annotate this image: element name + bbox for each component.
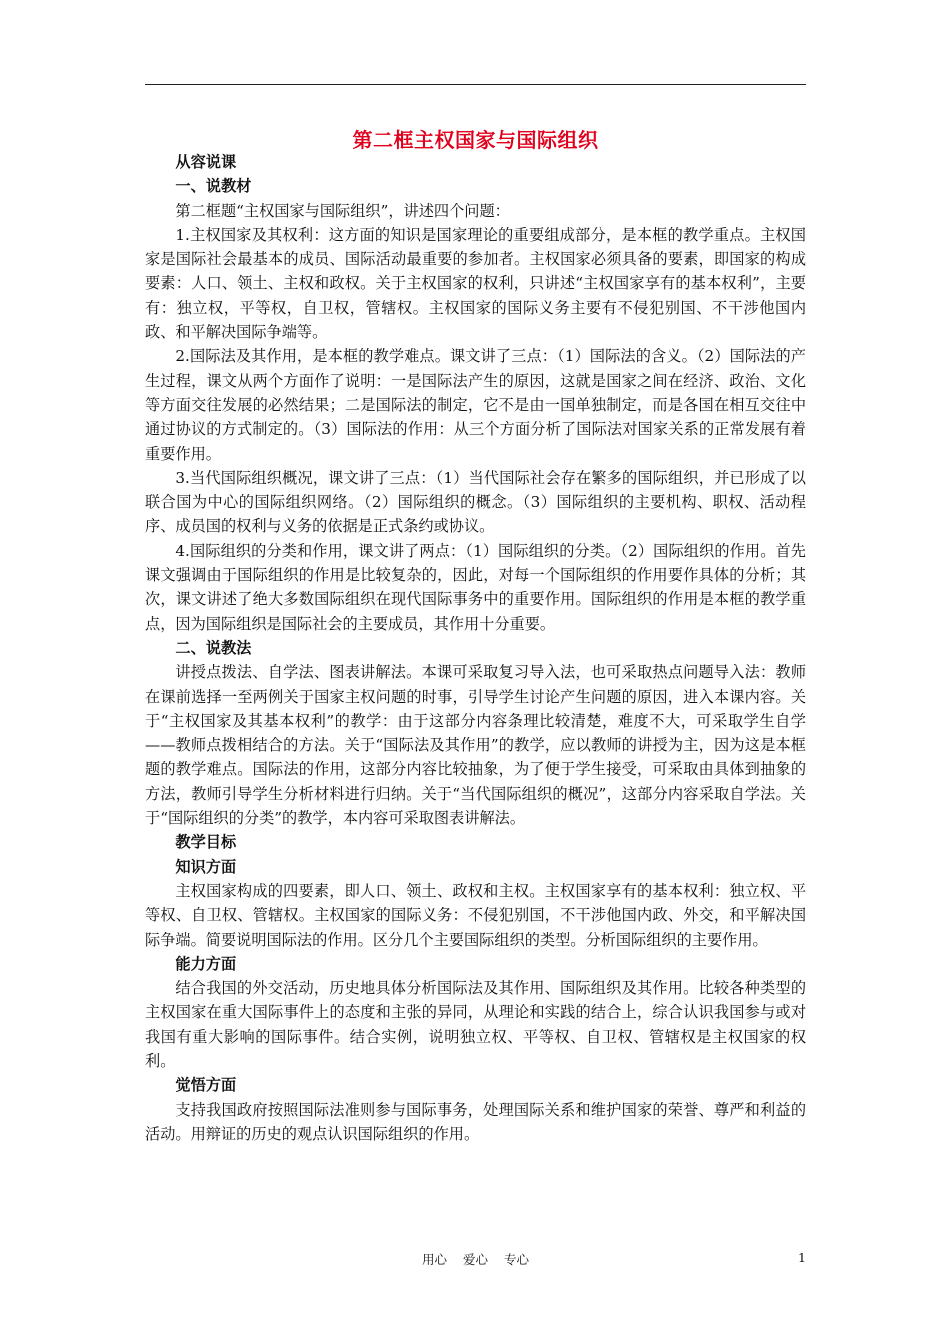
header-rule (145, 84, 806, 85)
heading-textbook: 一、说教材 (175, 177, 252, 196)
heading-knowledge: 知识方面 (175, 857, 237, 876)
paragraph-5: 讲授点拨法、自学法、图表讲解法。本课可采取复习导入法，也可采取热点问题导入法：教师在课前选择一至两例关于国家主权问题的时事，引导学生讨论产生问题的原因，进入本课内容。关于“主权国家及其基本权利”的教学：由于这部分内容条理比较清楚，难度不大，可采取学生自学——教师点拨相结合的方法。关于“国际法及其作用”的教学，应以教师的讲授为主，因为这是本框题的教学难点。国际法的作用，这部分内容比较抽象，为了便于学生接受，可采取由具体到抽象的方法，教师引导学生分析材料进行归纳。关于“当代国际组织的概况”，这部分内容采取自学法。关于“国际组织的分类”的教学，本内容可采取图表讲解法。 (145, 663, 806, 828)
paragraph-3: 3.当代国际组织概况，课文讲了三点：（1）当代国际社会存在繁多的国际组织，并已形成了以联合国为中心的国际组织网络。（2）国际组织的概念。（3）国际组织的主要机构、职权、活动程序、成员国的权利与义务的依据是正式条约或协议。 (145, 468, 806, 536)
heading-awareness: 觉悟方面 (175, 1076, 237, 1095)
paragraph-4: 4.国际组织的分类和作用，课文讲了两点：（1）国际组织的分类。（2）国际组织的作用。首先课文强调由于国际组织的作用是比较复杂的，因此，对每一个国际组织的作用要作具体的分析；其次，课文讲述了绝大多数国际组织在现代国际事务中的重要作用。国际组织的作用是本框的教学重点，因为国际组织是国际社会的主要成员，其作用十分重要。 (145, 541, 806, 633)
paragraph-1: 1.主权国家及其权利：这方面的知识是国家理论的重要组成部分，是本框的教学重点。主权国家是国际社会最基本的成员、国际活动最重要的参加者。主权国家必须具备的要素，即国家的构成要素：人口、领土、主权和政权。关于主权国家的权利，只讲述“主权国家享有的基本权利”，主要有：独立权，平等权，自卫权，管辖权。主权国家的国际义务主要有不侵犯别国、不干涉他国内政、和平解决国际争端等。 (145, 225, 806, 342)
paragraph-6: 主权国家构成的四要素，即人口、领土、政权和主权。主权国家享有的基本权利：独立权、平等权、自卫权、管辖权。主权国家的国际义务：不侵犯别国，不干涉他国内政、外交，和平解决国际争端。简要说明国际法的作用。区分几个主要国际组织的类型。分析国际组织的主要作用。 (145, 881, 806, 949)
paragraph-intro: 第二框题“主权国家与国际组织”，讲述四个问题： (175, 201, 510, 220)
heading-main: 从容说课 (175, 153, 237, 171)
heading-teaching-goals: 教学目标 (175, 833, 237, 852)
page-footer (145, 1250, 806, 1270)
page-title: 第二框主权国家与国际组织 (352, 128, 599, 152)
heading-teaching-method: 二、说教法 (175, 638, 252, 657)
paragraph-7: 结合我国的外交活动，历史地具体分析国际法及其作用、国际组织及其作用。比较各种类型的主权国家在重大国际事件上的态度和主张的异同，从理论和实践的结合上，综合认识我国参与或对我国有重大影响的国际事件。结合实例，说明独立权、平等权、自卫权、管辖权是主权国家的权利。 (145, 979, 806, 1070)
page-number: 1 (798, 1250, 806, 1265)
heading-ability: 能力方面 (175, 954, 237, 973)
footer-motto-1: 用心 (421, 1252, 447, 1267)
paragraph-2: 2.国际法及其作用，是本框的教学难点。课文讲了三点：（1）国际法的含义。（2）国际法的产生过程，课文从两个方面作了说明：一是国际法产生的原因，这就是国家之间在经济、政治、文化等方面交往发展的必然结果；二是国际法的制定，它不是由一国单独制定，而是各国在相互交往中通过协议的方式制定的。（3）国际法的作用：从三个方面分析了国际法对国家关系的正常发展有着重要作用。 (145, 347, 806, 463)
footer-motto-2: 爱心 (462, 1252, 488, 1267)
footer-motto-3: 专心 (503, 1252, 529, 1267)
paragraph-8: 支持我国政府按照国际法准则参与国际事务，处理国际关系和维护国家的荣誉、尊严和利益的活动。用辩证的历史的观点认识国际组织的作用。 (145, 1100, 806, 1143)
document-body (145, 150, 806, 1146)
footer-motto (145, 1250, 806, 1268)
